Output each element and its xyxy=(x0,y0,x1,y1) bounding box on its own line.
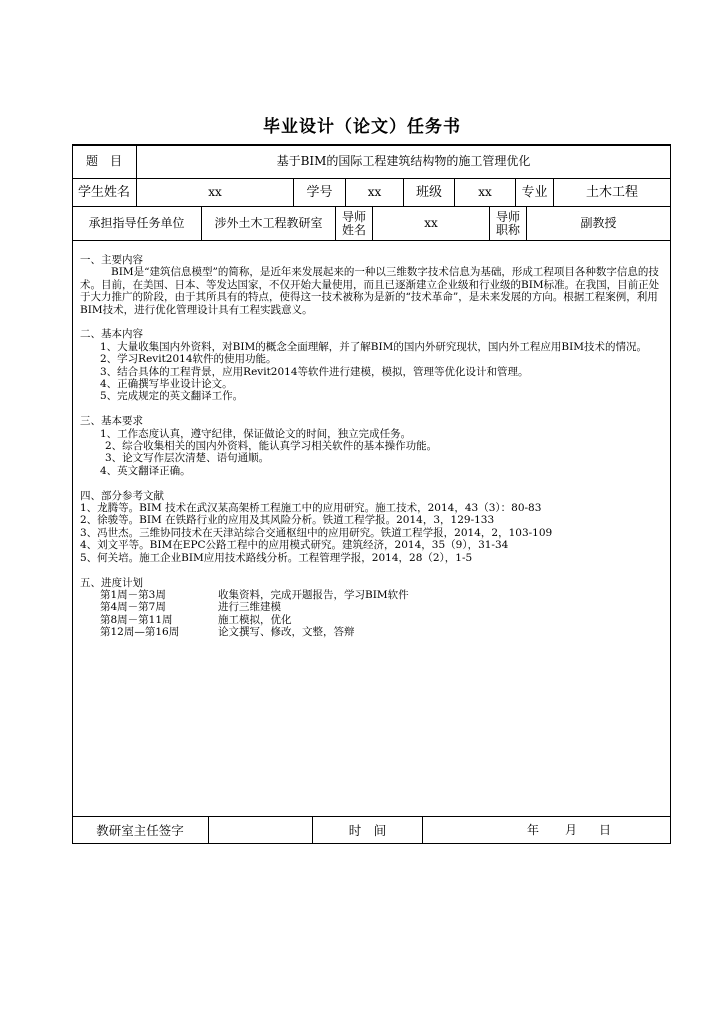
topic-label: 题 目 xyxy=(85,154,122,168)
schedule-task: 进行三维建模 xyxy=(218,601,281,614)
reference-item: 3、冯世杰。三维协同技术在天津站综合交通枢纽中的应用研究。铁道工程学报，2014，2，103-109 xyxy=(80,526,553,539)
schedule-weeks: 第4周－第7周 xyxy=(100,601,166,614)
basic-content-item: 3、结合具体的工程背景，应用Revit2014等软件进行建模，模拟，管理等优化设计和管理。 xyxy=(100,365,529,378)
reference-item: 2、徐骏等。BIM 在铁路行业的应用及其风险分析。铁道工程学报。2014，3，129-133 xyxy=(80,514,495,527)
requirements-heading: 三、基本要求 xyxy=(80,415,143,428)
main-content-heading: 一、主要内容 xyxy=(80,254,143,266)
basic-content-item: 2、学习Revit2014软件的使用功能。 xyxy=(100,353,277,366)
topic-value: 基于BIM的国际工程建筑结构物的施工管理优化 xyxy=(136,145,670,178)
director-signature-field[interactable] xyxy=(208,817,312,843)
schedule-row xyxy=(80,614,664,626)
student-id-value: xx xyxy=(345,179,403,206)
reference-item: 4、刘文平等。BIM在EPC公路工程中的应用模式研究。建筑经济，2014，35（9），31-34 xyxy=(80,539,509,552)
month-label: 月 xyxy=(565,822,578,837)
task-content xyxy=(80,254,664,639)
advisor-row xyxy=(72,207,670,240)
major-value: 土木工程 xyxy=(553,179,670,206)
requirement-item: 4、英文翻译正确。 xyxy=(100,464,191,477)
class-value: xx xyxy=(454,179,515,206)
schedule-task: 施工模拟，优化 xyxy=(218,613,292,626)
student-info-row xyxy=(72,179,670,206)
unit-label: 承担指导任务单位 xyxy=(88,216,185,230)
student-id-label: 学号 xyxy=(293,179,345,206)
basic-content-item: 5、完成规定的英文翻译工作。 xyxy=(100,390,244,403)
schedule-task: 收集资料，完成开题报告，学习BIM软件 xyxy=(218,588,409,601)
signature-row xyxy=(72,817,670,843)
advisor-title-value: 副教授 xyxy=(526,207,670,240)
time-label: 时 间 xyxy=(312,817,422,843)
advisor-name-label-line2: 姓名 xyxy=(341,222,366,237)
student-name-value: xx xyxy=(136,179,293,206)
reference-item: 5、何关培。施工企业BIM应用技术路线分析。工程管理学报，2014，28（2），1-5 xyxy=(80,551,473,564)
schedule-weeks: 第1周－第3周 xyxy=(100,588,166,601)
table-divider xyxy=(72,240,671,241)
major-label: 专业 xyxy=(515,179,553,206)
day-label: 日 xyxy=(599,822,612,837)
advisor-name-label-line1: 导师 xyxy=(341,209,366,224)
schedule-task: 论文撰写、修改，文整，答辩 xyxy=(218,626,355,639)
date-field[interactable] xyxy=(422,817,670,843)
advisor-name-label xyxy=(335,207,372,240)
schedule-row xyxy=(80,626,664,638)
unit-value: 涉外土木工程教研室 xyxy=(201,207,335,240)
basic-content-heading: 二、基本内容 xyxy=(80,328,143,341)
student-name-label: 学生姓名 xyxy=(77,185,130,200)
advisor-title-label xyxy=(489,207,526,240)
requirement-item: 3、论文写作层次清楚、语句通顺。 xyxy=(105,452,270,465)
advisor-title-label-line2: 职称 xyxy=(495,222,520,237)
requirement-item: 1、工作态度认真，遵守纪律，保证做论文的时间，独立完成任务。 xyxy=(100,427,412,440)
schedule-weeks: 第12周—第16周 xyxy=(100,626,180,639)
advisor-name-value: xx xyxy=(372,207,489,240)
main-content-text: BIM是“建筑信息模型”的简称，是近年来发展起来的一种以三维数字技术信息为基础，形成工程项目各种数字信息的技术。目前，在美国、日本、等发达国家，不仅开始大量使用，而且已逐渐建立企业级和行业级的BIM标准。在我国，目前正处于大力推广的阶段，由于其所具有的特点，使得这一技术被称为是新的“技术革命”，是未来发展的方向。根据工程案例，利用BIM技术，进行优化管理设计具有工程实践意义。 xyxy=(80,266,660,316)
references-heading: 四、部分参考文献 xyxy=(80,489,164,502)
table-bottom-border xyxy=(72,843,671,844)
year-label: 年 xyxy=(527,822,540,837)
requirement-item: 2、综合收集相关的国内外资料，能认真学习相关软件的基本操作功能。 xyxy=(105,440,438,453)
schedule-row xyxy=(80,589,664,601)
basic-content-item: 4、正确撰写毕业设计论文。 xyxy=(100,378,233,391)
schedule-heading: 五、进度计划 xyxy=(80,576,143,589)
schedule-weeks: 第8周－第11周 xyxy=(100,613,173,626)
director-signature-label: 教研室主任签字 xyxy=(96,822,184,838)
advisor-title-label-line1: 导师 xyxy=(495,209,520,224)
basic-content-item: 1、大量收集国内外资料，对BIM的概念全面理解，并了解BIM的国内外研究现状，国内外工程应用BIM技术的情况。 xyxy=(100,340,648,353)
class-label: 班级 xyxy=(403,179,454,206)
reference-item: 1、龙腾等。BIM 技术在武汉某高架桥工程施工中的应用研究。施工技术，2014，43（3）：80-83 xyxy=(80,502,542,515)
topic-row xyxy=(72,145,670,178)
document-title: 毕业设计（论文）任务书 xyxy=(263,117,461,137)
schedule-row xyxy=(80,601,664,613)
